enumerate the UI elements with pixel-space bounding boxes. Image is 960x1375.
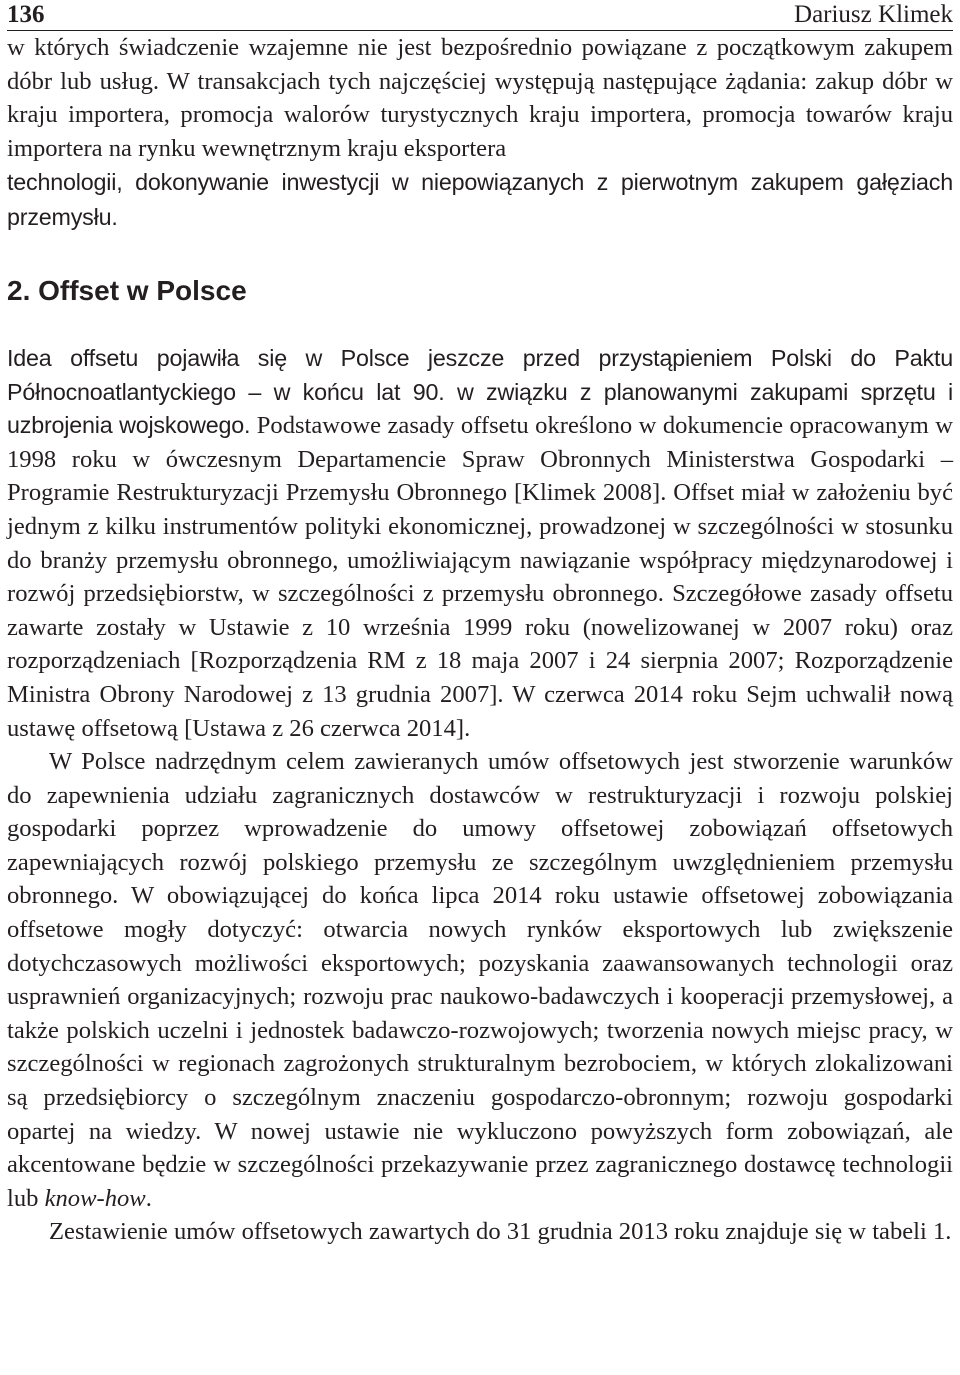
continuation-paragraph-sans: technologii, dokonywanie inwestycji w niepowiązanych z pierwotnym zakupem gałęziach przemysłu. — [7, 169, 953, 230]
paragraph-offset-in-poland — [7, 342, 953, 745]
running-head — [7, 0, 953, 30]
paragraph-poland-goals — [7, 745, 953, 1215]
continuation-paragraph-serif: w których świadczenie wzajemne nie jest bezpośrednio powiązane z początkowym zakupem dóbr lub usług. W transakcjach tych najczęściej występują następujące żądania: zakup dóbr w kraju importera, promocja walorów turystycznych kraju importera, promocja towarów kraju importera na rynku wewnętrznym kraju eksportera — [7, 34, 953, 162]
page — [7, 0, 953, 1249]
running-head-author: Dariusz Klimek — [794, 1, 953, 28]
know-how-term: know-how — [44, 1184, 146, 1212]
idea-sentence-sans: Idea offsetu pojawiła się w Polsce jeszcze przed przystąpieniem Polski do Paktu Północnoatlantyckiego – w końcu lat 90. w związku z planowanymi zakupami sprzętu i uzbrojenia wojskowego. — [7, 344, 953, 439]
section-heading: 2. Offset w Polsce — [7, 274, 247, 306]
poland-goals-text: W Polsce nadrzędnym celem zawieranych umów offsetowych jest stworzenie warunków do zapewnienia udziału zagranicznych dostawców w restrukturyzacji i rozwoju polskiej gospodarki poprzez wprowadzenie do umowy offsetowej zobowiązań offsetowych zapewniających rozwój polskiego przemysłu ze szczególnym uwzględnieniem przemysłu obronnego. W obowiązującej do końca lipca 2014 roku ustawie offsetowej zobowiązania offsetowe mogły dotyczyć: otwarcia nowych rynków eksportowych lub zwiększenie dotychczasowych możliwości eksportowych; pozyskania zaawansowanych technologii oraz usprawnień organizacyjnych; rozwoju prac naukowo-badawczych i kooperacji przemysłowej, a także polskich uczelni i jednostek badawczo-rozwojowych; tworzenia nowych miejsc pracy, w szczególności w regionach zagrożonych strukturalnym bezrobociem, w których zlokalizowani są przedsiębiorcy o szczególnym znaczeniu gospodarczo-obronnym; rozwoju gospodarki opartej na wiedzy. W nowej ustawie nie wykluczono powyższych form zobowiązań, ale akcentowane będzie w szczególności przekazywanie przez zagranicznego dostawcę technologii lub — [7, 748, 953, 1212]
know-how-period: . — [145, 1184, 152, 1212]
idea-sentence-serif: Podstawowe zasady offsetu określono w dokumencie opracowanym w 1998 roku w ówczesnym Departamencie Spraw Obronnych Ministerstwa Gospodarki – Programie Restrukturyzacji Przemysłu Obronnego [Klimek 2008]. Offset miał w założeniu być jednym z kilku instrumentów polityki ekonomicznej, prowadzonej w szczególności w stosunku do branży przemysłu obronnego, umożliwiającym nawiązanie współpracy międzynarodowej i rozwój przedsiębiorstw, w szczególności z przemysłu obronnego. Szczegółowe zasady offsetu zawarte zostały w Ustawie z 10 września 1999 roku (nowelizowanej w 2007 roku) oraz rozporządzeniach [Rozporządzenia RM z 18 maja 2007 i 24 sierpnia 2007; Rozporządzenie Ministra Obrony Narodowej z 13 grudnia 2007]. W czerwca 2014 roku Sejm uchwalił nową ustawę offsetową [Ustawa z 26 czerwca 2014]. — [7, 412, 953, 742]
page-number: 136 — [7, 1, 45, 28]
paragraph-summary: Zestawienie umów offsetowych zawartych do 31 grudnia 2013 roku znajduje się w tabeli 1. — [49, 1218, 952, 1246]
